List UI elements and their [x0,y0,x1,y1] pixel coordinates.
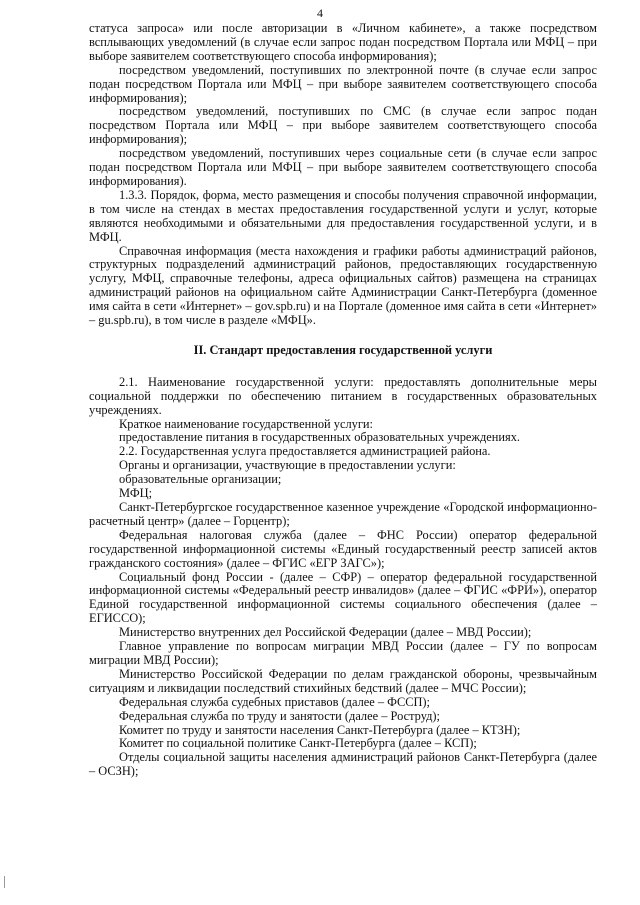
paragraph: Комитет по труду и занятости населения Санкт-Петербурга (далее – КТЗН); [119,722,521,737]
paragraph: предоставление питания в государственных образовательных учреждениях. [119,430,521,445]
paragraph: Краткое наименование государственной услуги: [119,416,373,431]
paragraph: посредством уведомлений, поступивших через социальные сети (в случае если запрос подан посредством Портала или МФЦ – при выборе заявителем соответствующего способа информирования). [89,146,597,188]
paragraph: Отделы социальной защиты населения администраций районов Санкт-Петербурга (далее – ОСЗН); [89,750,597,779]
paragraph: Министерство Российской Федерации по делам гражданской обороны, чрезвычайным ситуациям и ликвидации последствий стихийных бедствий (далее – МЧС России); [89,666,597,695]
scan-mark [4,876,5,888]
paragraph: Главное управление по вопросам миграции МВД России (далее – ГУ по вопросам миграции МВД России); [89,639,597,667]
paragraph: посредством уведомлений, поступивших по электронной почте (в случае если запрос подан посредством Портала или МФЦ – при выборе заявителем соответствующего способа информирования); [89,62,597,105]
paragraph: статуса запроса» или после авторизации в «Личном кабинете», а также посредством всплывающих уведомлений (в случае если запрос подан посредством Портала или МФЦ – при выборе заявителем соответствующего способа информирования); [89,21,597,63]
paragraph: МФЦ; [119,486,153,501]
paragraph: 2.1. Наименование государственной услуги: предоставлять дополнительные меры социальной поддержки по обеспечению питанием в государственных образовательных учреждениях. [89,374,597,417]
section-heading: II. Стандарт предоставления государственной услуги [193,342,493,357]
paragraph: посредством уведомлений, поступивших по СМС (в случае если запрос подан посредством Портала или МФЦ – при выборе заявителем соответствующего способа информирования); [89,104,597,147]
paragraph: 2.2. Государственная услуга предоставляется администрацией района. [119,444,491,459]
document-body [89,22,597,779]
paragraph: 1.3.3. Порядок, форма, место размещения и способы получения справочной информации, в том числе на стендах в местах предоставления государственной услуги и услуг, которые являются необходимыми и обязательными для предоставления государственной услуги, и в МФЦ. [89,187,597,244]
page-number: 4 [317,6,323,20]
paragraph: Органы и организации, участвующие в предоставлении услуги: [119,458,456,473]
paragraph: Федеральная налоговая служба (далее – ФНС России) оператор федеральной государственной информационной системы «Единый государственный реестр записей актов гражданского состояния» (далее – ФГИС «ЕГР ЗАГС»); [89,527,597,570]
paragraph: Санкт-Петербургское государственное казенное учреждение «Городской информационно-расчетный центр» (далее – Горцентр); [89,500,597,528]
paragraph: Комитет по социальной политике Санкт-Петербурга (далее – КСП); [119,736,477,751]
paragraph: образовательные организации; [119,472,282,487]
paragraph: Социальный фонд России - (далее – СФР) – оператор федеральной государственной информационной системы «Федеральный реестр инвалидов» (далее – ФГИС «ФРИ»), оператор Единой государственной информационной системы социального обеспечения (далее – ЕГИССО); [89,569,597,626]
paragraph: Федеральная служба судебных приставов (далее – ФССП); [119,694,430,709]
paragraph: Министерство внутренних дел Российской Федерации (далее – МВД России); [119,625,532,640]
paragraph: Справочная информация (места нахождения и графики работы администраций районов, структурных подразделений администраций районов, предоставляющих государственную услугу, МФЦ, справочные телефоны, адреса официальных сайтов) размещена на страницах администраций районов на официальном сайте Администрации Санкт-Петербурга (доменное имя сайта в сети «Интернет» – gov.spb.ru) и на Портале (доменное имя сайта в сети «Интернет» – gu.spb.ru), в том числе в разделе «МФЦ». [89,243,597,328]
paragraph: Федеральная служба по труду и занятости (далее – Роструд); [119,708,440,723]
